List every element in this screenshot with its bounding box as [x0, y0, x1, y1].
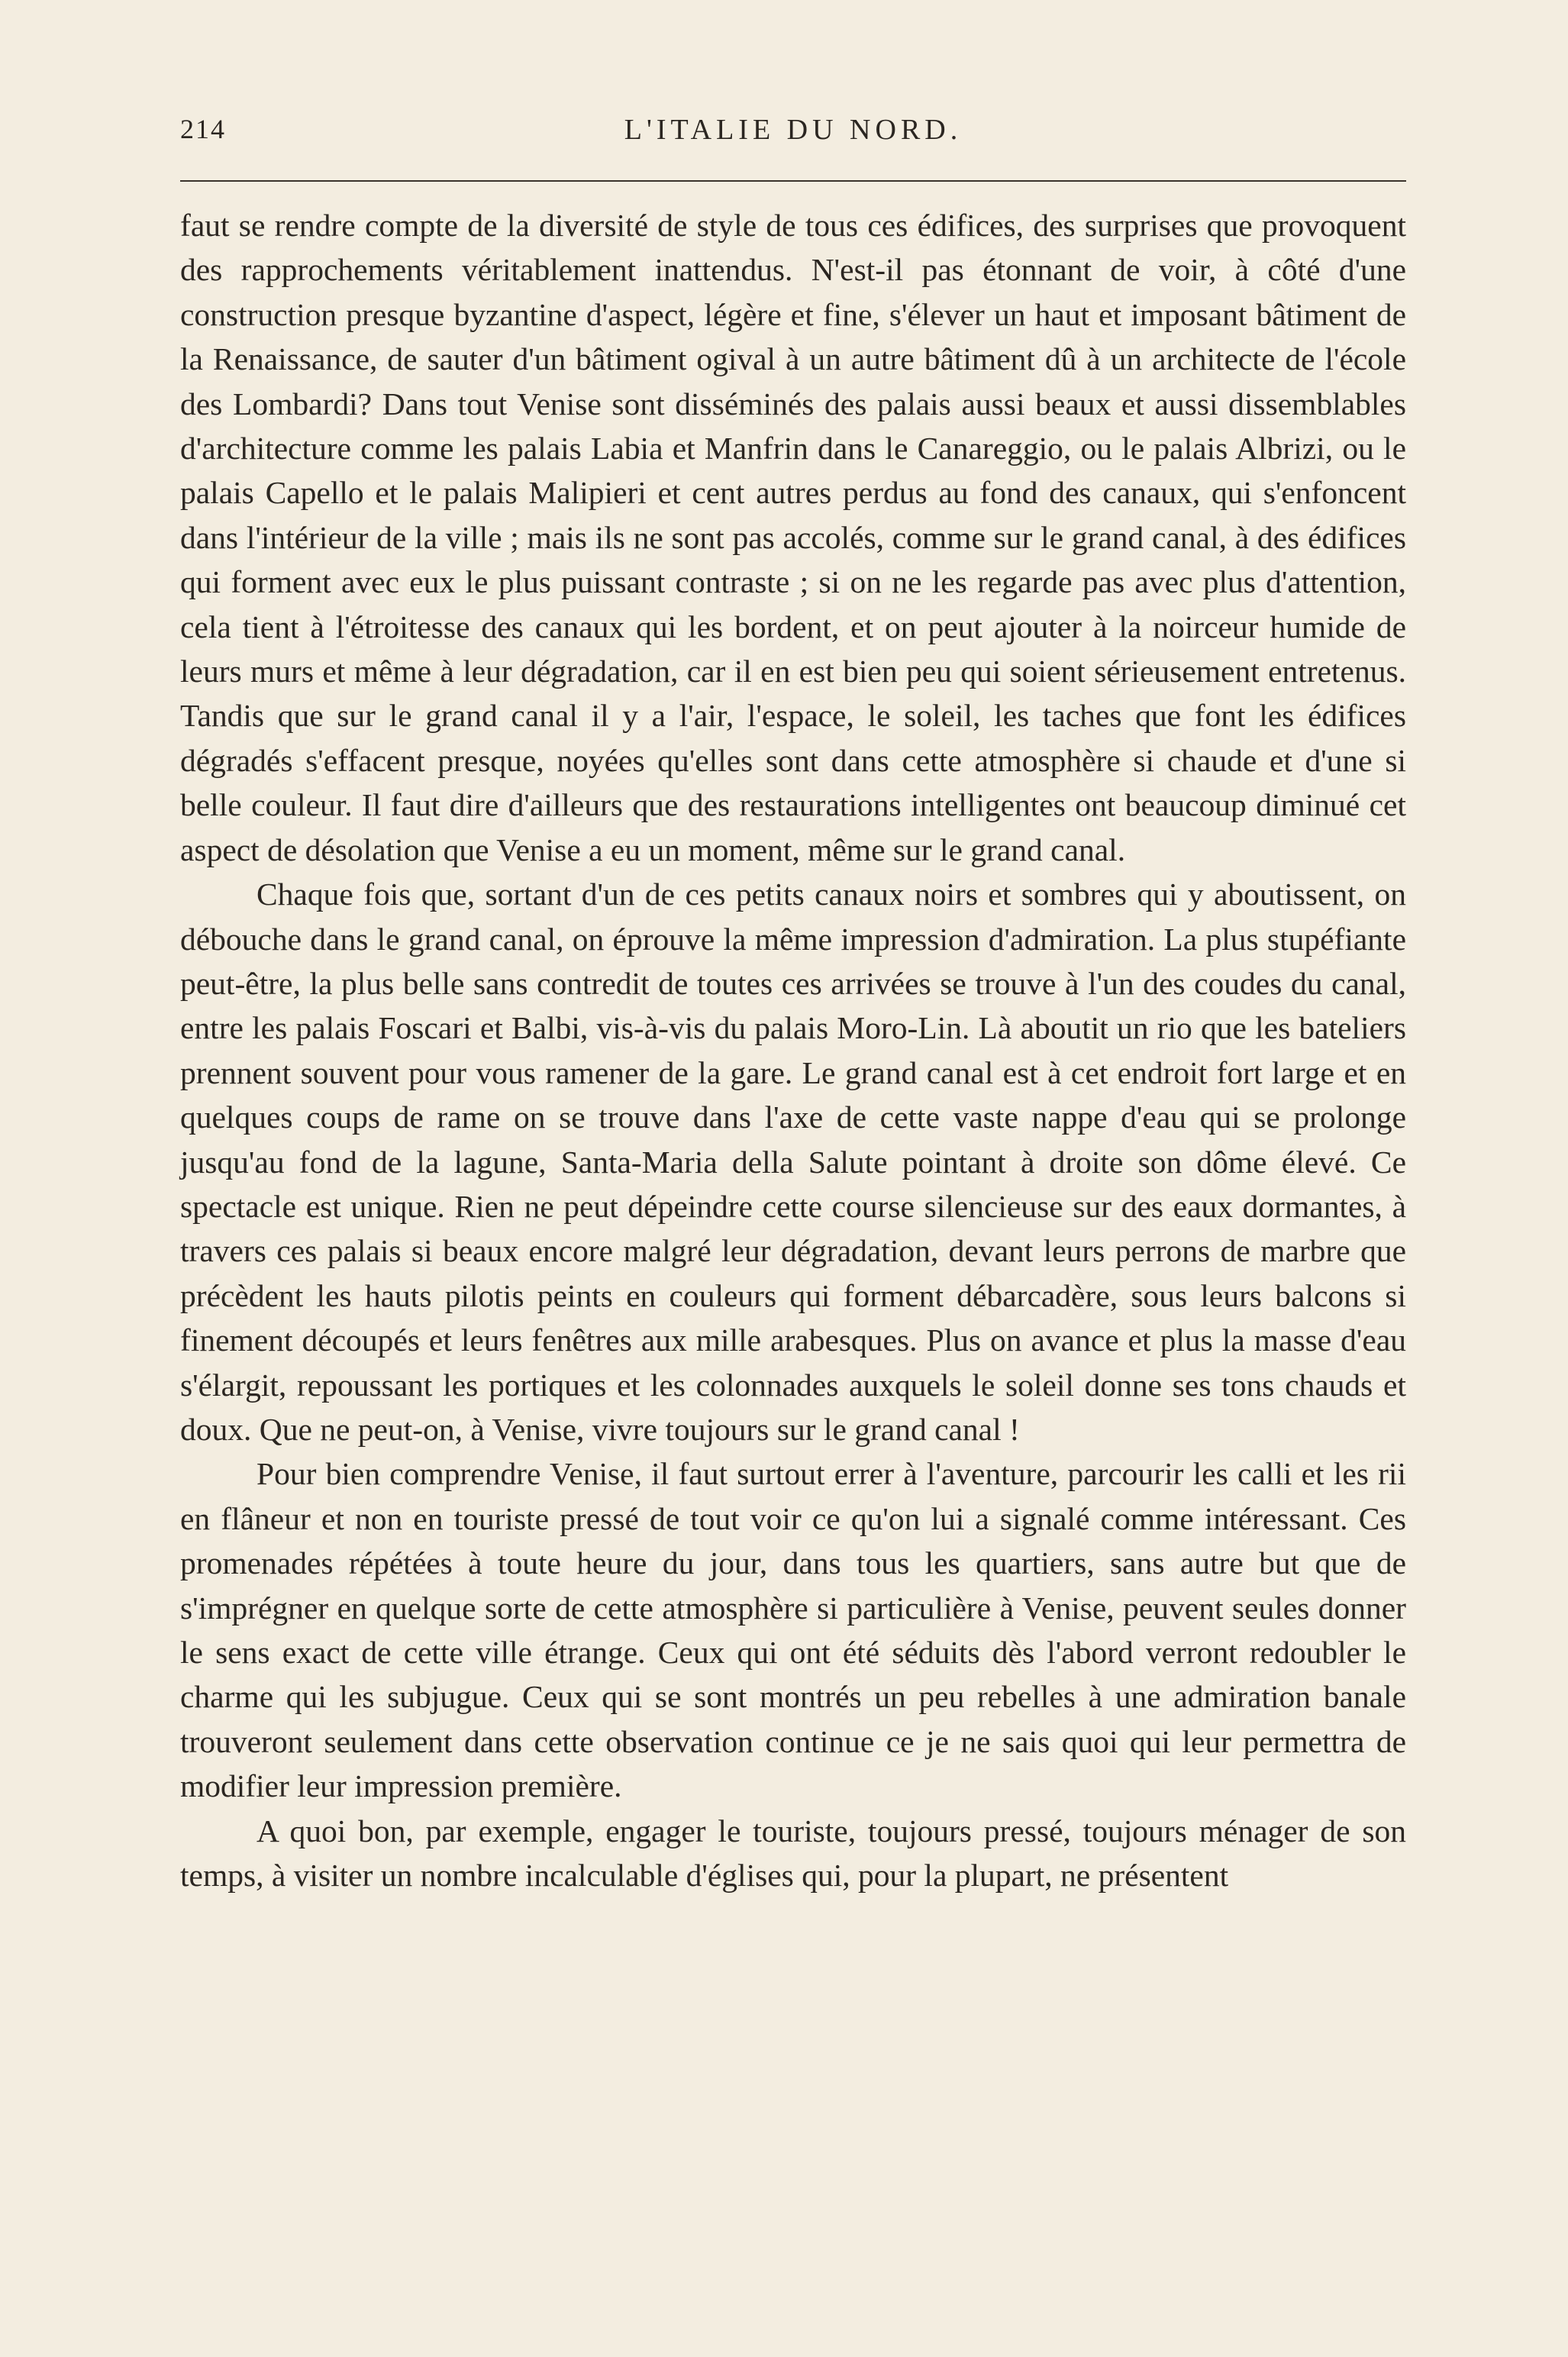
paragraph: faut se rendre compte de la diversité de style de tous ces édifices, des surprises que provoquent des rapprochements véritablement inattendus. N'est-il pas étonnant de voir, à côté d'une construction presque byzantine d'aspect, légère et fine, s'élever un haut et imposant bâtiment de la Renaissance, de sauter d'un bâtiment ogival à un autre bâtiment dû à un architecte de l'école des Lombardi? Dans tout Venise sont disséminés des palais aussi beaux et aussi dissemblables d'architecture comme les palais Labia et Manfrin dans le Canareggio, ou le palais Albrizi, ou le palais Capello et le palais Malipieri et cent autres perdus au fond des canaux, qui s'enfoncent dans l'intérieur de la ville ; mais ils ne sont pas accolés, comme sur le grand canal, à des édifices qui forment avec eux le plus puissant contraste ; si on ne les regarde pas avec plus d'attention, cela tient à l'étroitesse des canaux qui les bordent, et on peut ajouter à la noirceur humide de leurs murs et même à leur dégradation, car il en est bien peu qui soient sérieusement entretenus. Tandis que sur le grand canal il y a l'air, l'espace, le soleil, les taches que font les édifices dégradés s'effacent presque, noyées qu'elles sont dans cette atmosphère si chaude et d'une si belle couleur. Il faut dire d'ailleurs que des restaurations intelligentes ont beaucoup diminué cet aspect de désolation que Venise a eu un moment, même sur le grand canal.	[180, 208, 1406, 867]
paragraph: A quoi bon, par exemple, engager le touriste, toujours pressé, toujours ménager de son temps, à visiter un nombre incalculable d'églises qui, pour la plupart, ne présentent	[180, 1813, 1406, 1894]
header-rule	[180, 180, 1406, 182]
page-number: 214	[180, 114, 226, 144]
body-text	[180, 203, 1406, 1897]
paragraph: Pour bien comprendre Venise, il faut surtout errer à l'aventure, parcourir les calli et les rii en flâneur et non en touriste pressé de tout voir ce qu'on lui a signalé comme intéressant. Ces promenades répétées à toute heure du jour, dans tous les quartiers, sans autre but que de s'imprégner en quelque sorte de cette atmosphère si particulière à Venise, peuvent seules donner le sens exact de cette ville étrange. Ceux qui ont été séduits dès l'abord verront redoubler le charme qui les subjugue. Ceux qui se sont montrés un peu rebelles à une admiration banale trouveront seulement dans cette observation continue ce je ne sais quoi qui leur permettra de modifier leur impression première.	[180, 1456, 1406, 1804]
page-header	[180, 107, 1406, 153]
paragraph: Chaque fois que, sortant d'un de ces petits canaux noirs et sombres qui y aboutissent, on débouche dans le grand canal, on éprouve la même impression d'admiration. La plus stupéfiante peut-être, la plus belle sans contredit de toutes ces arrivées se trouve à l'un des coudes du canal, entre les palais Foscari et Balbi, vis-à-vis du palais Moro-Lin. Là aboutit un rio que les bateliers prennent souvent pour vous ramener de la gare. Le grand canal est à cet endroit fort large et en quelques coups de rame on se trouve dans l'axe de cette vaste nappe d'eau qui se prolonge jusqu'au fond de la lagune, Santa-Maria della Salute pointant à droite son dôme élevé. Ce spectacle est unique. Rien ne peut dépeindre cette course silencieuse sur des eaux dormantes, à travers ces palais si beaux encore malgré leur dégradation, devant leurs perrons de marbre que précèdent les hauts pilotis peints en couleurs qui forment débarcadère, sous leurs balcons si finement découpés et leurs fenêtres aux mille arabesques. Plus on avance et plus la masse d'eau s'élargit, repoussant les portiques et les colonnades auxquels le soleil donne ses tons chauds et doux. Que ne peut-on, à Venise, vivre toujours sur le grand canal !	[180, 877, 1406, 1447]
running-title: L'ITALIE DU NORD.	[624, 114, 963, 146]
